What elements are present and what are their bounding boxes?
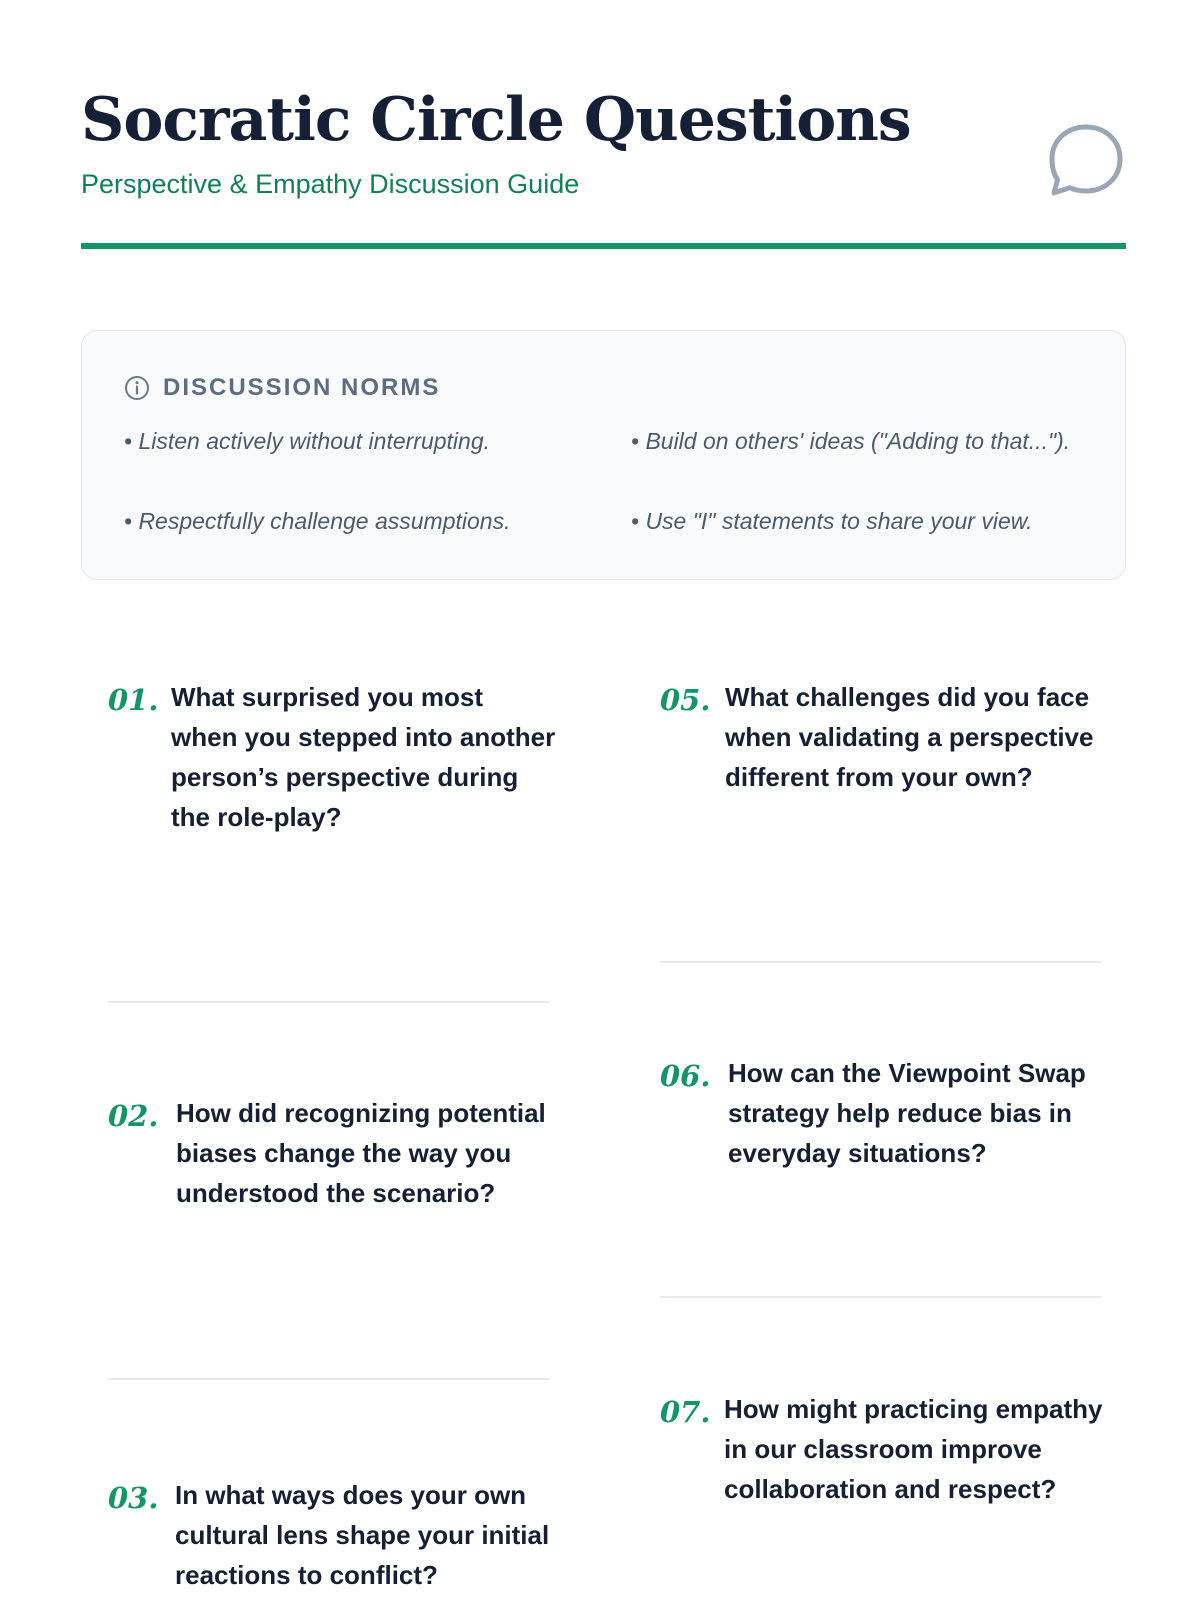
question-number: 03. bbox=[108, 1481, 159, 1515]
chat-bubble-icon bbox=[1047, 123, 1125, 201]
question-text: How can the Viewpoint Swap strategy help reduce bias in everyday situations? bbox=[728, 1058, 1086, 1168]
question-number: 07. bbox=[660, 1395, 711, 1429]
question-text: How might practicing empathy in our classroom improve collaboration and respect? bbox=[724, 1394, 1103, 1504]
discussion-norms-box bbox=[81, 330, 1126, 580]
norm-item: • Listen actively without interrupting. bbox=[124, 428, 491, 454]
question-number: 02. bbox=[108, 1099, 159, 1133]
question-divider bbox=[108, 1378, 550, 1380]
norm-item: • Use "I" statements to share your view. bbox=[631, 508, 1033, 534]
question-number: 01. bbox=[108, 683, 159, 717]
question-divider bbox=[660, 1296, 1102, 1298]
question-divider bbox=[660, 961, 1102, 963]
header-accent-rule bbox=[81, 243, 1126, 249]
question-number: 05. bbox=[660, 683, 711, 717]
question-divider bbox=[108, 1001, 550, 1003]
question-number: 06. bbox=[660, 1059, 711, 1093]
question-text: What surprised you most when you stepped into another person’s perspective during the role-play? bbox=[171, 682, 556, 832]
header bbox=[81, 80, 1131, 199]
norm-item: • Respectfully challenge assumptions. bbox=[124, 508, 511, 534]
question-text: In what ways does your own cultural lens shape your initial reactions to conflict? bbox=[175, 1480, 550, 1590]
page-title: Socratic Circle Questions bbox=[81, 85, 911, 155]
norms-heading bbox=[124, 373, 440, 403]
question-text: How did recognizing potential biases change the way you understood the scenario? bbox=[176, 1098, 546, 1208]
question-text: What challenges did you face when validating a perspective different from your own? bbox=[725, 682, 1094, 792]
page-subtitle: Perspective & Empathy Discussion Guide bbox=[81, 169, 580, 199]
info-icon bbox=[124, 375, 150, 401]
norms-title: DISCUSSION NORMS bbox=[163, 374, 441, 401]
norm-item: • Build on others' ideas ("Adding to that..."). bbox=[631, 428, 1071, 454]
